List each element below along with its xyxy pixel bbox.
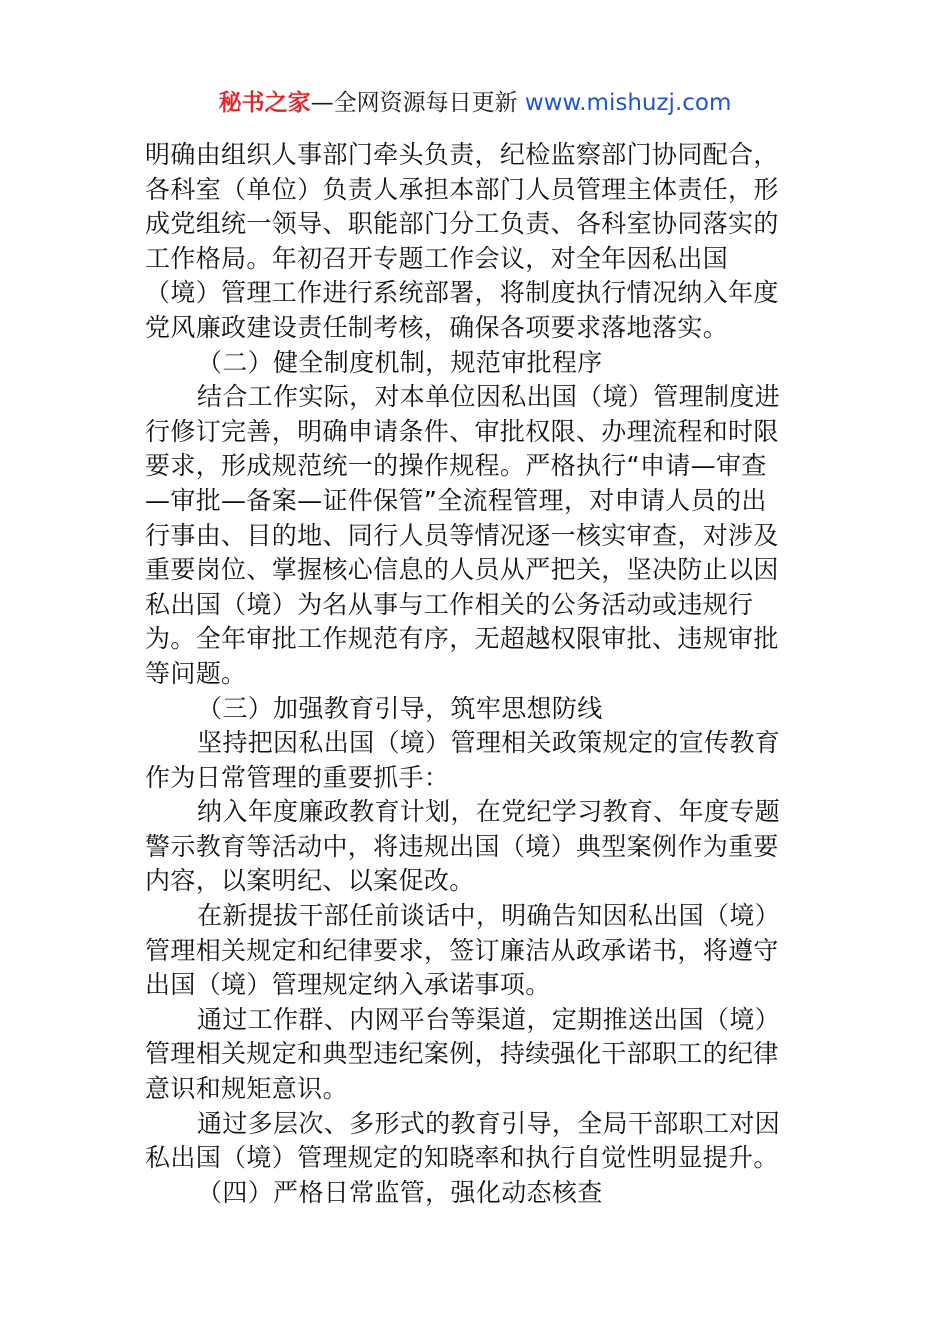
- text-line: 内容，以案明纪、以案促改。: [145, 866, 475, 896]
- paragraph-start: 在新提拔干部任前谈话中，明确告知因私出国（境）: [197, 901, 781, 931]
- document-body: [145, 138, 809, 1210]
- text-line: —审批—备案—证件保管”全流程管理，对申请人员的出: [145, 485, 767, 515]
- site-header: [0, 86, 950, 120]
- paragraph-start: 坚持把因私出国（境）管理相关政策规定的宣传教育: [197, 728, 781, 758]
- text-line: 警示教育等活动中，将违规出国（境）典型案例作为重要: [145, 831, 779, 861]
- paragraph-start: 通过工作群、内网平台等渠道，定期推送出国（境）: [197, 1004, 781, 1034]
- text-line: 明确由组织人事部门牵头负责，纪检监察部门协同配合，: [145, 140, 779, 169]
- header-tagline: —全网资源每日更新: [310, 90, 525, 116]
- section-heading: （三）加强教育引导，筑牢思想防线: [197, 693, 603, 723]
- section-heading: （四）严格日常监管，强化动态核查: [197, 1177, 603, 1207]
- text-line: 作为日常管理的重要抓手：: [145, 762, 450, 792]
- paragraph-start: 纳入年度廉政教育计划，在党纪学习教育、年度专题: [197, 797, 781, 827]
- brand-name: 秘书之家: [218, 90, 311, 116]
- text-line: 行事由、目的地、同行人员等情况逐一核实审查，对涉及: [145, 520, 779, 550]
- text-line: 重要岗位、掌握核心信息的人员从严把关，坚决防止以因: [145, 555, 779, 585]
- text-line: 工作格局。年初召开专题工作会议，对全年因私出国: [145, 243, 729, 273]
- text-line: 成党组统一领导、职能部门分工负责、各科室协同落实的: [145, 209, 779, 239]
- text-line: 管理相关规定和典型违纪案例，持续强化干部职工的纪律: [145, 1039, 779, 1069]
- text-line: 私出国（境）管理规定的知晓率和执行自觉性明显提升。: [145, 1143, 779, 1173]
- text-line: 私出国（境）为名从事与工作相关的公务活动或违规行: [145, 589, 754, 619]
- text-line: 要求，形成规范统一的操作规程。严格执行“申请—审查: [145, 451, 767, 481]
- text-line: 意识和规矩意识。: [145, 1074, 348, 1104]
- text-line: （境）管理工作进行系统部署，将制度执行情况纳入年度: [145, 278, 779, 308]
- text-line: 为。全年审批工作规范有序，无超越权限审批、违规审批: [145, 624, 779, 654]
- text-line: 管理相关规定和纪律要求，签订廉洁从政承诺书，将遵守: [145, 935, 779, 965]
- text-line: 行修订完善，明确申请条件、审批权限、办理流程和时限: [145, 416, 779, 446]
- text-line: 各科室（单位）负责人承担本部门人员管理主体责任，形: [145, 174, 779, 204]
- site-url[interactable]: www.mishuzj.com: [524, 90, 732, 116]
- text-line: 等问题。: [145, 658, 247, 688]
- text-line: 党风廉政建设责任制考核，确保各项要求落地落实。: [145, 312, 729, 342]
- section-heading: （二）健全制度机制，规范审批程序: [197, 347, 603, 377]
- text-line: 出国（境）管理规定纳入承诺事项。: [145, 970, 551, 1000]
- paragraph-start: 结合工作实际，对本单位因私出国（境）管理制度进: [197, 382, 781, 412]
- paragraph-start: 通过多层次、多形式的教育引导，全局干部职工对因: [197, 1108, 781, 1138]
